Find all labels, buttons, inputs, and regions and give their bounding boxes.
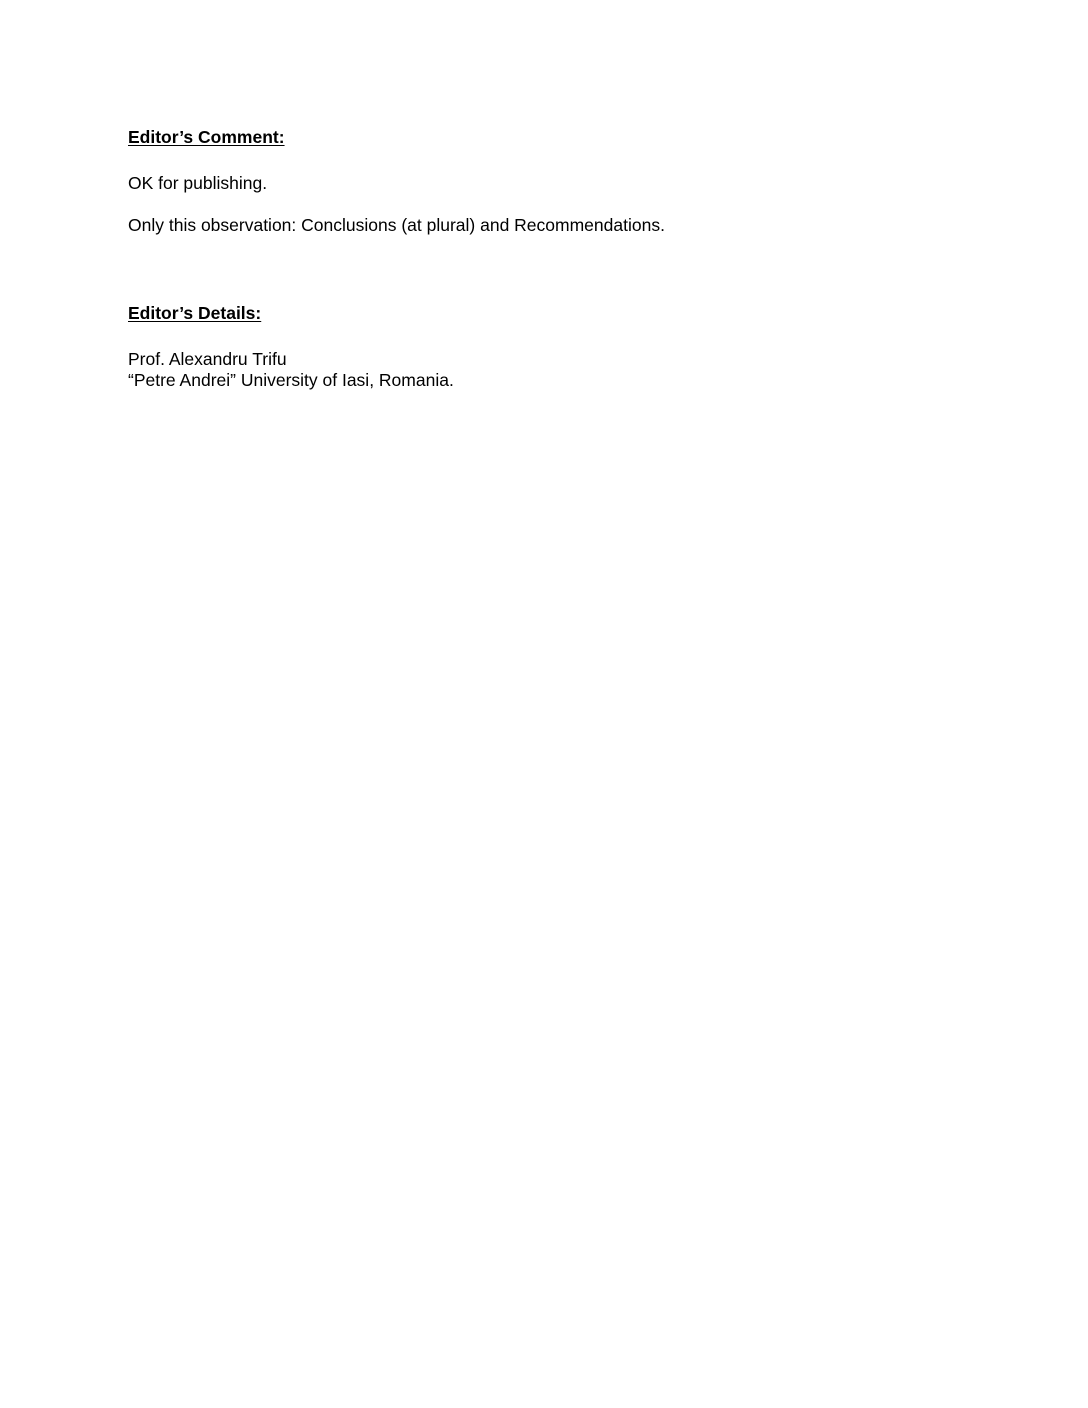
editor-affiliation: “Petre Andrei” University of Iasi, Romania. xyxy=(128,370,454,390)
editor-comment-line: OK for publishing. xyxy=(128,173,268,193)
editor-comment-line: Only this observation: Conclusions (at plural) and Recommendations. xyxy=(128,215,665,235)
editor-name: Prof. Alexandru Trifu xyxy=(128,349,287,369)
editor-comment-heading: Editor’s Comment: xyxy=(128,127,285,147)
editor-details-heading: Editor’s Details: xyxy=(128,303,262,323)
